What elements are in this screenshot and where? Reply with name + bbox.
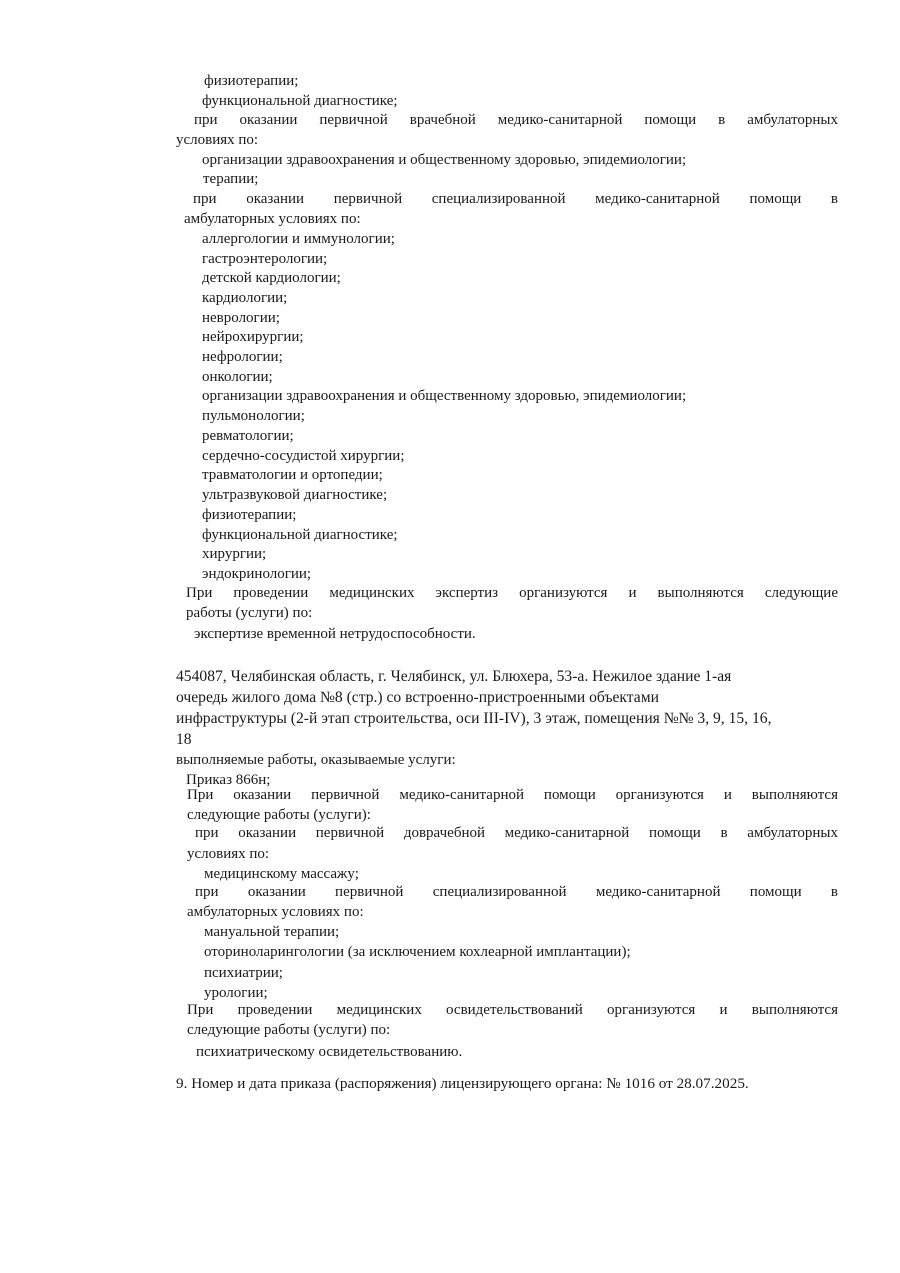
paragraph-line: следующие работы (услуги):: [187, 807, 371, 823]
paragraph-line: при оказании первичной врачебной медико-санитарной помощи в амбулаторных: [194, 112, 838, 128]
list-item: ревматологии;: [202, 428, 294, 444]
license-order-line: 9. Номер и дата приказа (распоряжения) лицензирующего органа: № 1016 от 28.07.2025.: [176, 1075, 749, 1092]
list-item: нефрологии;: [202, 349, 283, 365]
list-item: гастроэнтерологии;: [202, 251, 328, 267]
list-item: нейрохирургии;: [202, 329, 304, 345]
paragraph-line: условиях по:: [176, 132, 259, 148]
list-item: экспертизе временной нетрудоспособности.: [194, 626, 476, 642]
paragraph-line: амбулаторных условиях по:: [187, 904, 364, 920]
list-item: организации здравоохранения и общественному здоровью, эпидемиологии;: [202, 388, 687, 404]
list-item: неврологии;: [202, 310, 280, 326]
paragraph-line: следующие работы (услуги) по:: [187, 1022, 391, 1038]
list-item: медицинскому массажу;: [204, 866, 359, 882]
list-item: функциональной диагностике;: [202, 527, 398, 543]
order-reference: Приказ 866н;: [186, 772, 271, 788]
list-item: сердечно-сосудистой хирургии;: [202, 448, 405, 464]
list-item: психиатрическому освидетельствованию.: [196, 1044, 463, 1060]
paragraph-line: условиях по:: [187, 846, 270, 862]
list-item: функциональной диагностике;: [202, 93, 398, 109]
address-line: 454087, Челябинская область, г. Челябинск, ул. Блюхера, 53-а. Нежилое здание 1-ая: [176, 668, 732, 685]
address-line: 18: [176, 731, 192, 748]
paragraph-line: При оказании первичной медико-санитарной помощи организуются и выполняются: [187, 787, 838, 803]
paragraph-line: работы (услуги) по:: [186, 605, 313, 621]
list-item: терапии;: [203, 171, 259, 187]
paragraph-line: при оказании первичной специализированной медико-санитарной помощи в: [193, 191, 838, 207]
paragraph-line: При проведении медицинских освидетельствований организуются и выполняются: [187, 1002, 838, 1018]
list-item: физиотерапии;: [202, 507, 297, 523]
list-item: аллергологии и иммунологии;: [202, 231, 395, 247]
address-line: инфраструктуры (2-й этап строительства, оси III-IV), 3 этаж, помещения №№ 3, 9, 15, 16,: [176, 710, 772, 727]
list-item: психиатрии;: [204, 965, 283, 981]
list-item: оториноларингологии (за исключением кохлеарной имплантации);: [204, 944, 631, 960]
paragraph-line: амбулаторных условиях по:: [184, 211, 361, 227]
address-line: очередь жилого дома №8 (стр.) со встроенно-пристроенными объектами: [176, 689, 659, 706]
list-item: физиотерапии;: [204, 73, 299, 89]
list-item: кардиологии;: [202, 290, 288, 306]
list-item: хирургии;: [202, 546, 267, 562]
section-heading: выполняемые работы, оказываемые услуги:: [176, 752, 456, 768]
list-item: детской кардиологии;: [202, 270, 341, 286]
list-item: урологии;: [204, 985, 268, 1001]
list-item: ультразвуковой диагностике;: [202, 487, 388, 503]
paragraph-line: При проведении медицинских экспертиз организуются и выполняются следующие: [186, 585, 838, 601]
list-item: онкологии;: [202, 369, 273, 385]
list-item: эндокринологии;: [202, 566, 312, 582]
list-item: организации здравоохранения и общественному здоровью, эпидемиологии;: [202, 152, 687, 168]
paragraph-line: при оказании первичной доврачебной медико-санитарной помощи в амбулаторных: [195, 825, 838, 841]
paragraph-line: при оказании первичной специализированной медико-санитарной помощи в: [195, 884, 838, 900]
list-item: травматологии и ортопедии;: [202, 467, 383, 483]
list-item: мануальной терапии;: [204, 924, 340, 940]
list-item: пульмонологии;: [202, 408, 305, 424]
